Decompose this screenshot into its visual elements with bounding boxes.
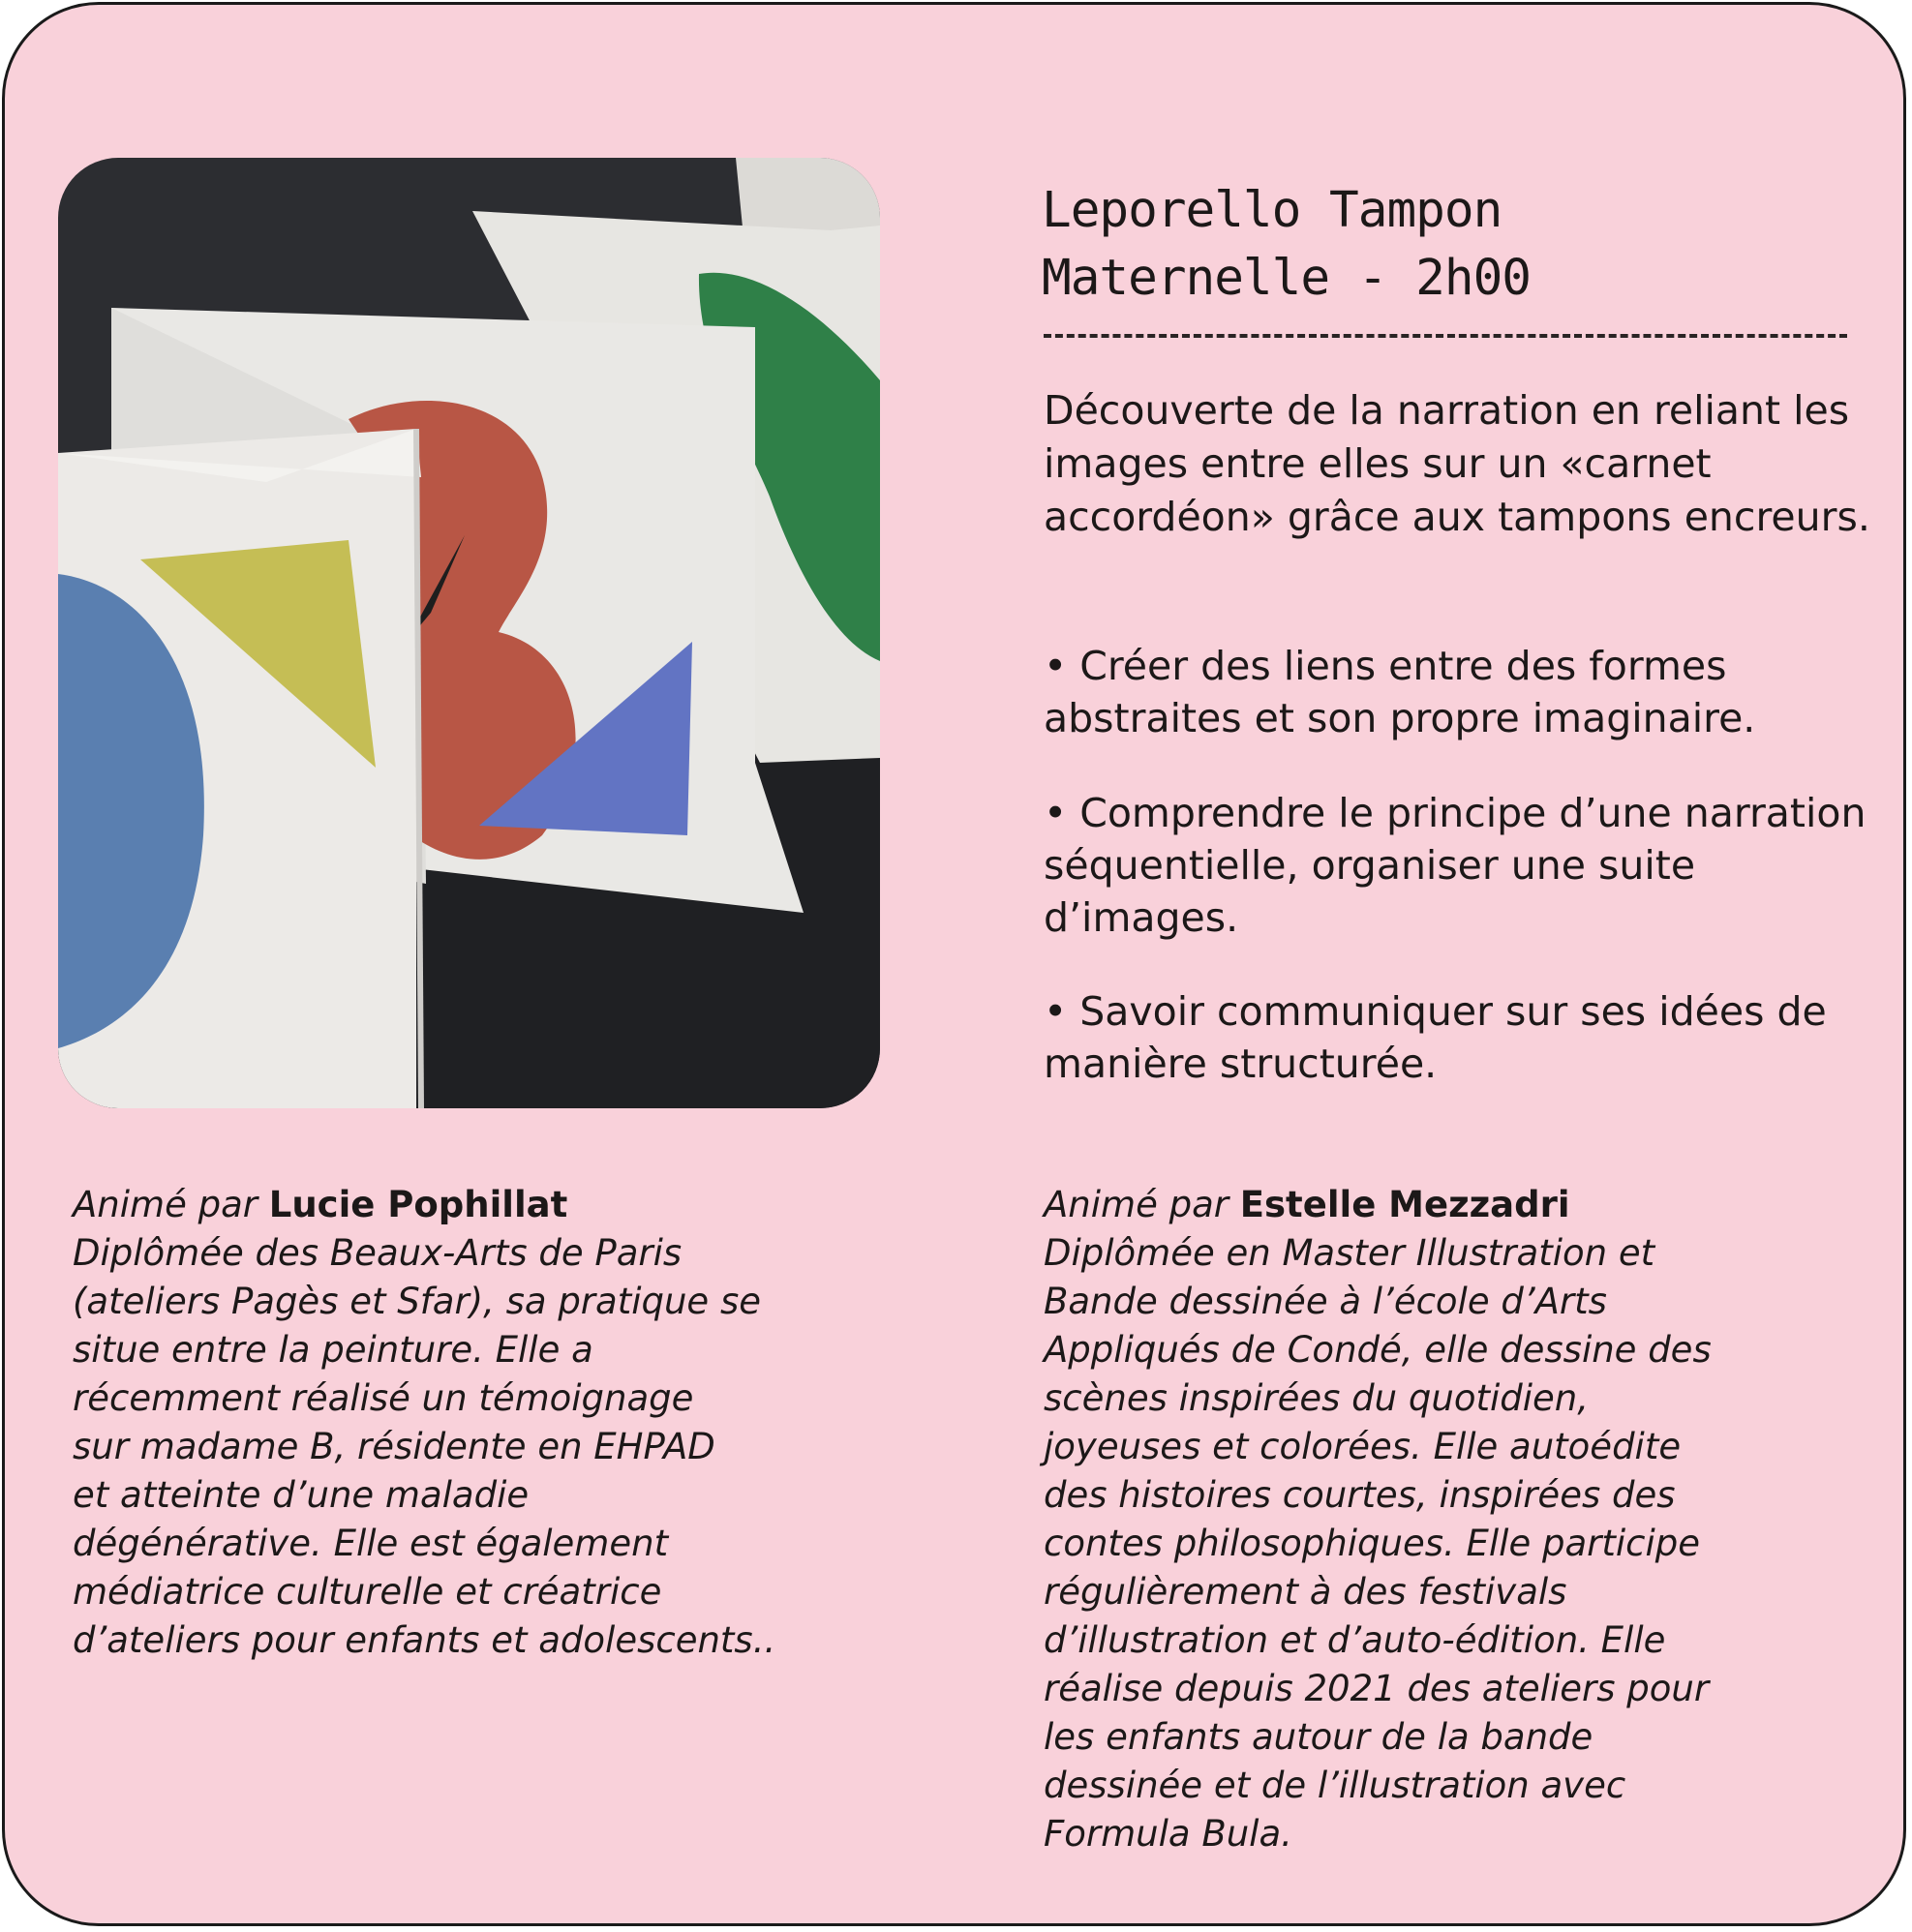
animator-prefix: Animé par [1044,1184,1240,1225]
title-line-1: Leporello Tampon [1042,182,1502,239]
title-line-2: Maternelle - 2h00 [1042,250,1531,307]
animator-bio [1044,1181,1857,1858]
objective-item: • Comprendre le principe d’une narration séquentielle, organiser une suite d’images. [1044,790,1866,941]
animator-heading [1044,1181,1857,1229]
animator-bio [73,1181,886,1665]
animator-heading [73,1181,886,1229]
dashed-divider [1044,334,1847,338]
animator-bio-text: Diplômée des Beaux-Arts de Paris (ateliers Pagès et Sfar), sa pratique se situe entre la peinture. Elle a récemment réalisé un témoignage sur madame B, résidente en EHPAD et atteinte d’une maladie dégénérative. Elle est également médiatrice culturelle et créatrice d’ateliers pour enfants et adolescents.. [73,1232,776,1661]
animator-bio-text: Diplômée en Master Illustration et Bande dessinée à l’école d’Arts Appliqués de Condé, elle dessine des scènes inspirées du quotidien, joyeuses et colorées. Elle autoédite des histoires courtes, inspirées des contes philosophiques. Elle participe régulièrement à des festivals d’illustration et d’auto-édition. Elle réalise depuis 2021 des ateliers pour les enfants autour de la bande dessinée et de l’illustration avec Formula Bula. [1044,1232,1712,1855]
animator-name: Lucie Pophillat [268,1184,568,1225]
leporello-illustration [58,158,880,1108]
leporello-photo [58,158,880,1108]
objective-item: • Créer des liens entre des formes abstraites et son propre imaginaire. [1044,643,1756,741]
objective-item: • Savoir communiquer sur ses idées de manière structurée. [1044,988,1827,1087]
animator-prefix: Animé par [73,1184,269,1225]
workshop-title [1042,177,1855,313]
animator-name: Estelle Mezzadri [1239,1184,1570,1225]
workshop-card [2,2,1906,1926]
workshop-description: Découverte de la narration en reliant les images entre elles sur un «carnet accordéon» grâce aux tampons encreurs. [1044,387,1870,540]
